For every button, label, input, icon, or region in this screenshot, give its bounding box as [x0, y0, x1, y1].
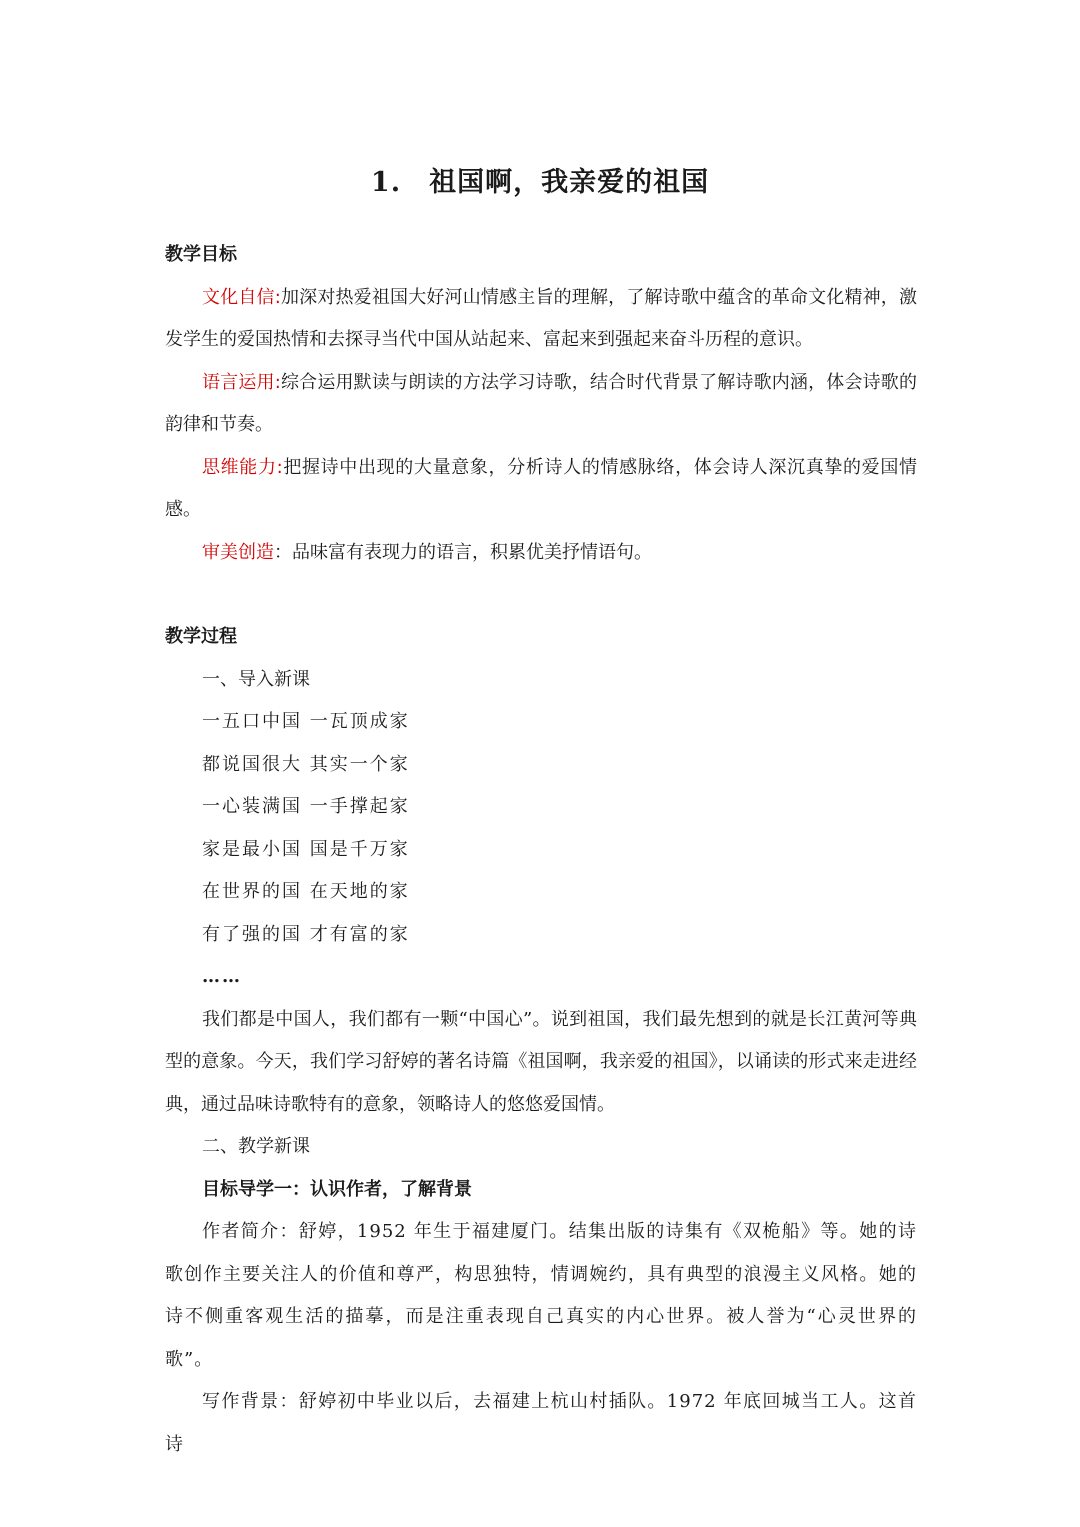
- writing-background: 写作背景：舒婷初中毕业以后，去福建上杭山村插队。1972 年底回城当工人。这首诗: [165, 1391, 917, 1455]
- goal-item-thinking: [165, 447, 917, 532]
- part2-heading: 二、教学新课: [202, 1136, 310, 1157]
- goal-label: 审美创造: [202, 541, 274, 563]
- title-text: 祖国啊，我亲爱的祖国: [429, 167, 710, 198]
- goals-heading: 教学目标: [165, 244, 237, 265]
- poem-line: 家是最小国 国是千万家: [202, 838, 410, 860]
- goal-item-language: [165, 362, 917, 447]
- part1-heading: 一、导入新课: [202, 668, 310, 690]
- goal-label: 文化自信:: [202, 286, 281, 308]
- section-spacer: [165, 574, 917, 616]
- poem-line: 一心装满国 一手撑起家: [202, 796, 410, 817]
- goal-text: 把握诗中出现的大量意象，分析诗人的情感脉络，体会诗人深沉真挚的爱国情感。: [165, 456, 917, 520]
- title-number: 1.: [370, 167, 402, 198]
- goal-label: 语言运用:: [202, 371, 281, 393]
- document-body: [165, 234, 917, 1466]
- poem-ellipsis: ……: [202, 966, 242, 987]
- goal-text: 加深对热爱祖国大好河山情感主旨的理解，了解诗歌中蕴含的革命文化精神，激发学生的爱国热情和去探寻当代中国从站起来、富起来到强起来奋斗历程的意识。: [165, 286, 917, 350]
- goal-text: 综合运用默读与朗读的方法学习诗歌，结合时代背景了解诗歌内涵，体会诗歌的韵律和节奏。: [165, 371, 917, 435]
- goal-item-aesthetic: [165, 532, 917, 575]
- author-intro: 作者简介：舒婷，1952 年生于福建厦门。结集出版的诗集有《双桅船》等。她的诗歌创作主要关注人的价值和尊严，构思独特，情调婉约，具有典型的浪漫主义风格。她的诗不侧重客观生活的描摹，而是注重表现自己真实的内心世界。被人誉为“心灵世界的歌”。: [165, 1221, 917, 1370]
- process-heading: 教学过程: [165, 626, 237, 647]
- poem-line: 有了强的国 才有富的家: [202, 923, 410, 945]
- poem-line: 在世界的国 在天地的家: [202, 881, 410, 902]
- goal-label: 思维能力:: [202, 456, 283, 478]
- poem-line: 一五口中国 一瓦顶成家: [202, 711, 410, 732]
- goal1-heading: 目标导学一：认识作者，了解背景: [202, 1178, 472, 1200]
- intro-paragraph: 我们都是中国人，我们都有一颗“中国心”。说到祖国，我们最先想到的就是长江黄河等典型的意象。今天，我们学习舒婷的著名诗篇《祖国啊，我亲爱的祖国》，以诵读的形式来走进经典，通过品味诗歌特有的意象，领略诗人的悠悠爱国情。: [165, 1008, 917, 1115]
- page-title: [0, 160, 1080, 199]
- goal-item-culture: [165, 277, 917, 362]
- poem-line: 都说国很大 其实一个家: [202, 753, 410, 775]
- goal-text: ：品味富有表现力的语言，积累优美抒情语句。: [274, 541, 652, 563]
